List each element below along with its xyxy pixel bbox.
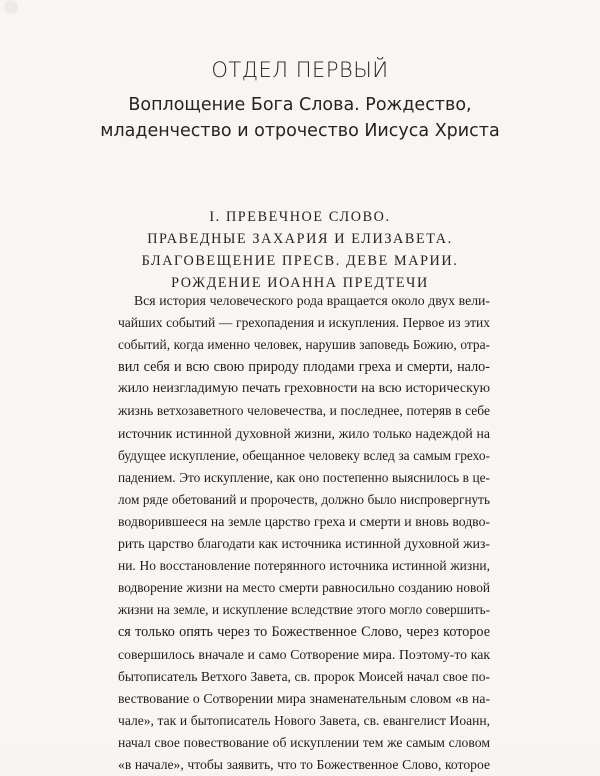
body-line: рить царство благодати как источника истинной духовной жиз- bbox=[118, 536, 490, 552]
section-subtitle-line: младенчество и отрочество Иисуса Христа bbox=[100, 121, 500, 141]
body-line: начал свое повествование об искуплении тем же самым словом bbox=[118, 734, 490, 750]
section-heading: ОТДЕЛ ПЕРВЫЙ bbox=[211, 58, 389, 82]
section-subtitle bbox=[40, 92, 560, 144]
section-subtitle-line: Воплощение Бога Слова. Рождество, bbox=[128, 95, 472, 115]
body-line: «в начале», чтобы заявить, что то Божественное Слово, которое bbox=[118, 756, 490, 772]
body-line: событий, когда именно человек, нарушив заповедь Божию, отра- bbox=[118, 337, 490, 353]
body-line: ся только опять через то Божественное Слово, через которое bbox=[118, 624, 490, 641]
chapter-title-line: РОЖДЕНИЕ ИОАННА ПРЕДТЕЧИ bbox=[171, 275, 429, 291]
body-line: вил себя и всю свою природу плодами греха и смерти, нало- bbox=[118, 359, 490, 376]
body-line: лом ряде обетований и пророчеств, должно было ниспровергнуть bbox=[118, 491, 490, 507]
chapter-title-line: ПРАВЕДНЫЕ ЗАХАРИЯ И ЕЛИЗАВЕТА. bbox=[147, 231, 453, 247]
chapter-title-line: БЛАГОВЕЩЕНИЕ ПРЕСВ. ДЕВЕ МАРИИ. bbox=[141, 253, 459, 269]
body-line: чайших событий — грехопадения и искупления. Первое из этих bbox=[118, 315, 490, 331]
chapter-title-line: I. ПРЕВЕЧНОЕ СЛОВО. bbox=[209, 209, 391, 225]
body-line: совершилось вначале и само Сотворение мира. Поэтому-то как bbox=[118, 646, 490, 662]
body-line: источник истинной духовной жизни, жило только надеждой на bbox=[118, 425, 490, 441]
body-line: ни. Но восстановление потерянного источника истинной жизни, bbox=[118, 558, 490, 574]
body-line: бытописатель Ветхого Завета, св. пророк Моисей начал свое по- bbox=[118, 668, 490, 684]
body-line: чале», так и бытописатель Нового Завета, св. евангелист Иоанн, bbox=[118, 712, 490, 728]
body-line: вествование о Сотворении мира знаменательным словом «в на- bbox=[118, 690, 490, 706]
chapter-title bbox=[60, 206, 540, 294]
body-line: будущее искупление, обещанное человеку вслед за самым грехо- bbox=[118, 447, 490, 463]
body-line: жизнь ветхозаветного человечества, и последнее, потеряв в себе bbox=[118, 403, 490, 419]
body-line: жило неизгладимую печать греховности на всю историческую bbox=[118, 381, 490, 397]
body-line: жизни на земле, и искупление вследствие этого могло совершить- bbox=[118, 602, 490, 618]
body-line: падением. Это искупление, как оно постепенно выяснилось в це- bbox=[118, 469, 490, 485]
body-line: водворившееся на земле царство греха и смерти и вновь водво- bbox=[118, 513, 490, 529]
body-line: Вся история человеческого рода вращается около двух вели- bbox=[134, 293, 490, 308]
page-corner-mark bbox=[4, 0, 18, 14]
body-line: водворение жизни на место смерти равносильно созданию новой bbox=[118, 580, 490, 596]
body-paragraph bbox=[118, 290, 490, 776]
